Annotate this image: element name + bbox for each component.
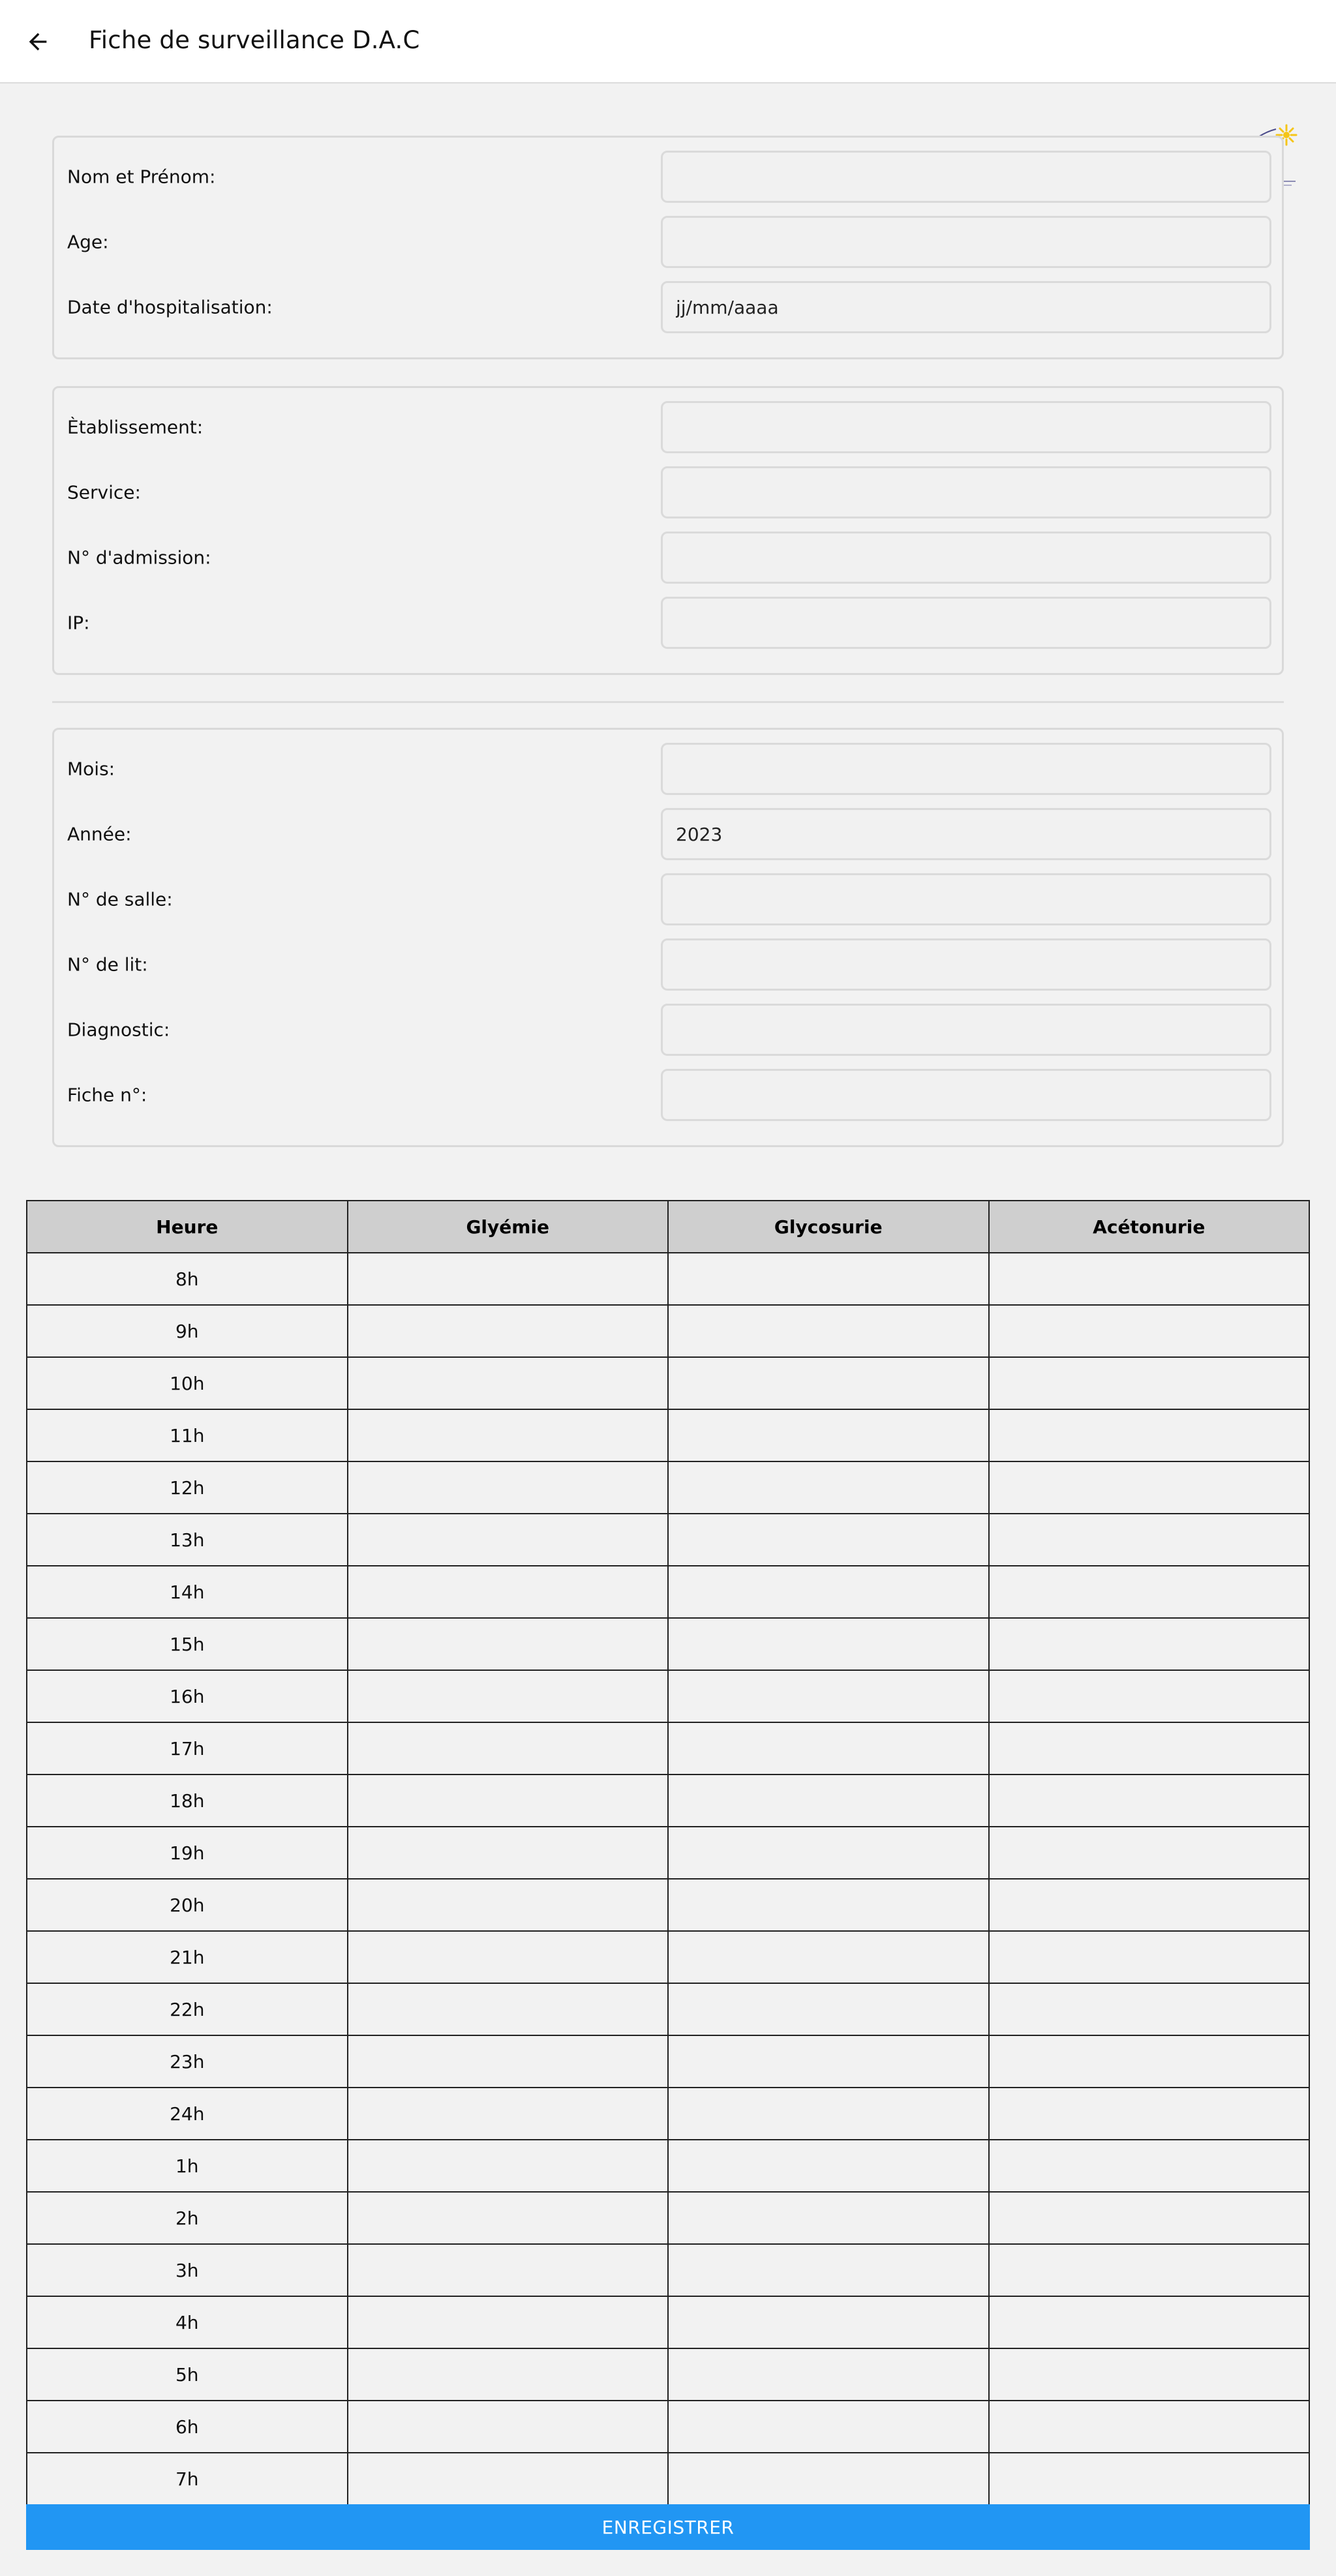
field-row-bed-number xyxy=(54,938,1282,991)
acetonuria-cell[interactable] xyxy=(989,2401,1310,2453)
month-input[interactable] xyxy=(661,743,1271,795)
hour-cell: 20h xyxy=(27,1879,348,1931)
glycosuria-cell[interactable] xyxy=(668,2453,989,2505)
acetonuria-cell[interactable] xyxy=(989,2296,1310,2348)
acetonuria-cell[interactable] xyxy=(989,1409,1310,1461)
year-input[interactable] xyxy=(661,808,1271,860)
hour-cell: 17h xyxy=(27,1722,348,1775)
glycemia-cell[interactable] xyxy=(348,1253,669,1305)
hour-cell: 21h xyxy=(27,1931,348,1983)
acetonuria-cell[interactable] xyxy=(989,1253,1310,1305)
glycosuria-cell[interactable] xyxy=(668,1409,989,1461)
sheet-number-label: Fiche n°: xyxy=(67,1084,147,1106)
stay-info-section xyxy=(52,728,1284,1147)
table-row xyxy=(27,2401,1309,2453)
glycosuria-cell[interactable] xyxy=(668,1514,989,1566)
table-row xyxy=(27,2244,1309,2296)
table-row xyxy=(27,2192,1309,2244)
table-row xyxy=(27,1775,1309,1827)
glycemia-cell[interactable] xyxy=(348,1775,669,1827)
establishment-input[interactable] xyxy=(661,401,1271,453)
acetonuria-cell[interactable] xyxy=(989,1879,1310,1931)
hour-cell: 16h xyxy=(27,1670,348,1722)
hour-cell: 24h xyxy=(27,2088,348,2140)
glycosuria-cell[interactable] xyxy=(668,1357,989,1409)
table-row xyxy=(27,2140,1309,2192)
acetonuria-cell[interactable] xyxy=(989,2453,1310,2505)
glycosuria-cell[interactable] xyxy=(668,2035,989,2088)
hour-cell: 10h xyxy=(27,1357,348,1409)
table-row xyxy=(27,1253,1309,1305)
table-row xyxy=(27,1670,1309,1722)
acetonuria-cell[interactable] xyxy=(989,1514,1310,1566)
section-divider xyxy=(52,701,1284,703)
glycosuria-cell[interactable] xyxy=(668,1931,989,1983)
field-row-hospitalisation-date xyxy=(54,281,1282,333)
table-row xyxy=(27,1461,1309,1514)
acetonuria-cell[interactable] xyxy=(989,1827,1310,1879)
back-button[interactable] xyxy=(18,22,57,61)
glycosuria-cell[interactable] xyxy=(668,2401,989,2453)
acetonuria-cell[interactable] xyxy=(989,2140,1310,2192)
sheet-number-input[interactable] xyxy=(661,1069,1271,1121)
field-row-ip xyxy=(54,597,1282,649)
acetonuria-cell[interactable] xyxy=(989,1775,1310,1827)
table-header-row xyxy=(27,1201,1309,1253)
column-header-glycemia: Glyémie xyxy=(348,1201,669,1253)
ip-input[interactable] xyxy=(661,597,1271,649)
acetonuria-cell[interactable] xyxy=(989,1983,1310,2035)
name-input[interactable] xyxy=(661,151,1271,203)
save-button[interactable]: ENREGISTRER xyxy=(26,2504,1310,2550)
table-row xyxy=(27,1566,1309,1618)
column-header-glycosuria: Glycosurie xyxy=(668,1201,989,1253)
glycemia-cell[interactable] xyxy=(348,2453,669,2505)
table-row xyxy=(27,1722,1309,1775)
hour-cell: 18h xyxy=(27,1775,348,1827)
table-row xyxy=(27,1357,1309,1409)
glycosuria-cell[interactable] xyxy=(668,2140,989,2192)
acetonuria-cell[interactable] xyxy=(989,1566,1310,1618)
hour-cell: 13h xyxy=(27,1514,348,1566)
glycemia-cell[interactable] xyxy=(348,2140,669,2192)
bed-number-input[interactable] xyxy=(661,938,1271,991)
field-row-age xyxy=(54,216,1282,268)
table-row xyxy=(27,2088,1309,2140)
glycemia-cell[interactable] xyxy=(348,1722,669,1775)
glycemia-cell[interactable] xyxy=(348,1879,669,1931)
glycosuria-cell[interactable] xyxy=(668,1461,989,1514)
glycosuria-cell[interactable] xyxy=(668,2088,989,2140)
glycemia-cell[interactable] xyxy=(348,2088,669,2140)
hour-cell: 7h xyxy=(27,2453,348,2505)
table-row xyxy=(27,1514,1309,1566)
field-row-year xyxy=(54,808,1282,860)
field-row-name xyxy=(54,151,1282,203)
field-row-diagnostic xyxy=(54,1004,1282,1056)
glycemia-cell[interactable] xyxy=(348,2296,669,2348)
acetonuria-cell[interactable] xyxy=(989,1670,1310,1722)
age-input[interactable] xyxy=(661,216,1271,268)
hour-cell: 4h xyxy=(27,2296,348,2348)
acetonuria-cell[interactable] xyxy=(989,2035,1310,2088)
acetonuria-cell[interactable] xyxy=(989,2192,1310,2244)
acetonuria-cell[interactable] xyxy=(989,1618,1310,1670)
glycemia-cell[interactable] xyxy=(348,1357,669,1409)
hour-cell: 5h xyxy=(27,2348,348,2401)
establishment-label: Ètablissement: xyxy=(67,416,204,438)
acetonuria-cell[interactable] xyxy=(989,2244,1310,2296)
table-row xyxy=(27,1827,1309,1879)
glycosuria-cell[interactable] xyxy=(668,1670,989,1722)
hour-cell: 23h xyxy=(27,2035,348,2088)
hour-cell: 8h xyxy=(27,1253,348,1305)
hour-cell: 15h xyxy=(27,1618,348,1670)
acetonuria-cell[interactable] xyxy=(989,1305,1310,1357)
acetonuria-cell[interactable] xyxy=(989,1357,1310,1409)
acetonuria-cell[interactable] xyxy=(989,2348,1310,2401)
field-row-room-number xyxy=(54,873,1282,925)
glycosuria-cell[interactable] xyxy=(668,2244,989,2296)
diagnostic-label: Diagnostic: xyxy=(67,1019,170,1041)
table-row xyxy=(27,2453,1309,2505)
name-label: Nom et Prénom: xyxy=(67,166,216,188)
glycemia-cell[interactable] xyxy=(348,2244,669,2296)
glycosuria-cell[interactable] xyxy=(668,1775,989,1827)
hour-cell: 11h xyxy=(27,1409,348,1461)
glycemia-cell[interactable] xyxy=(348,1409,669,1461)
table-row xyxy=(27,1618,1309,1670)
glycemia-cell[interactable] xyxy=(348,1670,669,1722)
hour-cell: 1h xyxy=(27,2140,348,2192)
hour-cell: 2h xyxy=(27,2192,348,2244)
acetonuria-cell[interactable] xyxy=(989,2088,1310,2140)
acetonuria-cell[interactable] xyxy=(989,1722,1310,1775)
table-row xyxy=(27,2035,1309,2088)
glycemia-cell[interactable] xyxy=(348,1566,669,1618)
table-row xyxy=(27,1879,1309,1931)
field-row-sheet-number xyxy=(54,1069,1282,1121)
glycemia-cell[interactable] xyxy=(348,1983,669,2035)
room-number-label: N° de salle: xyxy=(67,888,173,910)
glycosuria-cell[interactable] xyxy=(668,2296,989,2348)
table-row xyxy=(27,1983,1309,2035)
column-header-acetonuria: Acétonurie xyxy=(989,1201,1310,1253)
glycemia-cell[interactable] xyxy=(348,1514,669,1566)
service-input[interactable] xyxy=(661,466,1271,518)
field-row-service xyxy=(54,466,1282,518)
glycemia-cell[interactable] xyxy=(348,1461,669,1514)
table-row xyxy=(27,1305,1309,1357)
year-label: Année: xyxy=(67,823,132,845)
acetonuria-cell[interactable] xyxy=(989,1931,1310,1983)
age-label: Age: xyxy=(67,231,109,253)
hospitalisation-date-label: Date d'hospitalisation: xyxy=(67,296,273,318)
glycemia-cell[interactable] xyxy=(348,2192,669,2244)
column-header-hour: Heure xyxy=(27,1201,348,1253)
field-row-establishment xyxy=(54,401,1282,453)
hour-cell: 9h xyxy=(27,1305,348,1357)
hospitalisation-date-input[interactable] xyxy=(661,281,1271,333)
admission-number-input[interactable] xyxy=(661,532,1271,584)
glycosuria-cell[interactable] xyxy=(668,1722,989,1775)
glycemia-cell[interactable] xyxy=(348,1618,669,1670)
table-body xyxy=(27,1253,1309,2505)
glycosuria-cell[interactable] xyxy=(668,2348,989,2401)
bed-number-label: N° de lit: xyxy=(67,953,148,976)
acetonuria-cell[interactable] xyxy=(989,1461,1310,1514)
field-row-month xyxy=(54,743,1282,795)
table-row xyxy=(27,1931,1309,1983)
table-row xyxy=(27,1409,1309,1461)
glycemia-cell[interactable] xyxy=(348,1931,669,1983)
hour-cell: 14h xyxy=(27,1566,348,1618)
ip-label: IP: xyxy=(67,612,90,634)
monitoring-table xyxy=(26,1200,1310,2506)
diagnostic-input[interactable] xyxy=(661,1004,1271,1056)
hour-cell: 19h xyxy=(27,1827,348,1879)
patient-info-section xyxy=(52,136,1284,359)
app-bar xyxy=(0,0,1336,83)
glycosuria-cell[interactable] xyxy=(668,1305,989,1357)
admission-number-label: N° d'admission: xyxy=(67,547,211,569)
room-number-input[interactable] xyxy=(661,873,1271,925)
table-row xyxy=(27,2296,1309,2348)
month-label: Mois: xyxy=(67,758,115,780)
page-title: Fiche de surveillance D.A.C xyxy=(89,26,420,54)
establishment-section xyxy=(52,386,1284,675)
glycosuria-cell[interactable] xyxy=(668,1827,989,1879)
hour-cell: 3h xyxy=(27,2244,348,2296)
glycemia-cell[interactable] xyxy=(348,2401,669,2453)
arrow-back-icon xyxy=(25,29,51,55)
glycemia-cell[interactable] xyxy=(348,1305,669,1357)
field-row-admission-number xyxy=(54,532,1282,584)
hour-cell: 22h xyxy=(27,1983,348,2035)
glycemia-cell[interactable] xyxy=(348,2035,669,2088)
glycemia-cell[interactable] xyxy=(348,2348,669,2401)
glycosuria-cell[interactable] xyxy=(668,1879,989,1931)
glycosuria-cell[interactable] xyxy=(668,1566,989,1618)
glycosuria-cell[interactable] xyxy=(668,1253,989,1305)
hour-cell: 12h xyxy=(27,1461,348,1514)
hour-cell: 6h xyxy=(27,2401,348,2453)
glycemia-cell[interactable] xyxy=(348,1827,669,1879)
glycosuria-cell[interactable] xyxy=(668,1983,989,2035)
service-label: Service: xyxy=(67,481,141,503)
glycosuria-cell[interactable] xyxy=(668,1618,989,1670)
table-row xyxy=(27,2348,1309,2401)
glycosuria-cell[interactable] xyxy=(668,2192,989,2244)
